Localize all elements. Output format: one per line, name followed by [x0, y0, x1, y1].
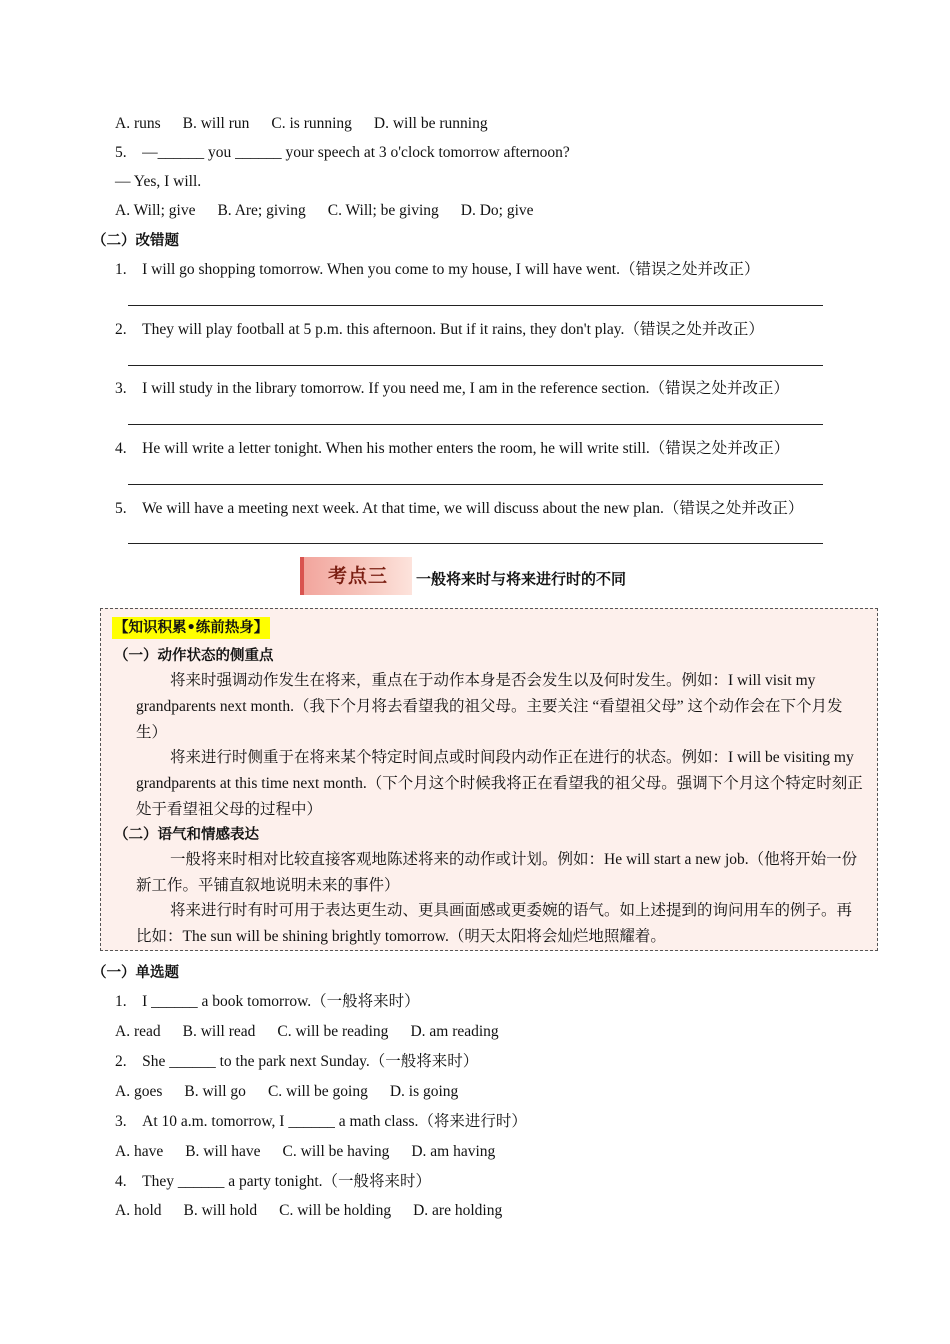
option: A. runs	[115, 115, 161, 132]
mc-question	[115, 1112, 527, 1132]
question-number: 4.	[115, 1173, 127, 1190]
question-text: She ______ to the park next Sunday.（一般将来时）	[142, 1053, 479, 1070]
q4-options	[115, 114, 510, 134]
q5-stem	[115, 143, 570, 163]
question-number: 3.	[115, 1113, 127, 1130]
mc-options	[115, 1022, 521, 1042]
question-text: We will have a meeting next week. At that time, we will discuss about the new plan.（错误之处并改正）	[142, 500, 804, 517]
answer-line[interactable]	[128, 424, 823, 425]
paragraph: 将来进行时有时可用于表达更生动、更具画面感或更委婉的语气。如上述提到的询问用车的例子。再比如：The sun will be shining brightly tomorrow.（明天太阳将会灿烂地照耀着。	[136, 902, 853, 945]
question-number: 5.	[115, 500, 127, 517]
mc-options	[115, 1201, 524, 1221]
paragraph: 一般将来时相对比较直接客观地陈述将来的动作或计划。例如：He will start a new job.（他将开始一份新工作。平铺直叙地说明未来的事件）	[136, 851, 858, 894]
subheading: （一）动作状态的侧重点	[114, 648, 274, 664]
answer-line[interactable]	[128, 365, 823, 366]
mc-question	[115, 1052, 478, 1072]
question-number: 1.	[115, 261, 127, 278]
q5-reply: — Yes, I will.	[115, 173, 202, 190]
question-number: 4.	[115, 440, 127, 457]
mc-options	[115, 1082, 480, 1102]
section-title: 一般将来时与将来进行时的不同	[416, 570, 627, 588]
question-number: 2.	[115, 1053, 127, 1070]
correction-item	[115, 379, 789, 399]
section-banner	[300, 557, 412, 595]
option: C. will be holding	[279, 1202, 392, 1219]
question-text: They will play football at 5 p.m. this afternoon. But if it rains, they don't play.（错误之处并改正）	[142, 321, 764, 338]
mc-options	[115, 1142, 517, 1162]
option: D. is going	[389, 1083, 459, 1100]
correction-item	[115, 499, 803, 519]
mc-heading: （一）单选题	[92, 965, 179, 981]
question-number: 2.	[115, 321, 127, 338]
question-text: I will go shopping tomorrow. When you come to my house, I will have went.（错误之处并改正）	[142, 261, 760, 278]
option: B. will go	[184, 1083, 246, 1100]
question-text: At 10 a.m. tomorrow, I ______ a math class.（将来进行时）	[142, 1113, 527, 1130]
answer-line[interactable]	[128, 543, 823, 544]
option: B. will run	[182, 115, 250, 132]
option: A. read	[115, 1023, 161, 1040]
option: D. are holding	[413, 1202, 503, 1219]
question-text: He will write a letter tonight. When his mother enters the room, he will write still.（错误之处并改正）	[142, 440, 790, 457]
paragraph: 将来进行时侧重于在将来某个特定时间点或时间段内动作正在进行的状态。例如：I will be visiting my grandparents at this time next month.（下个月这个时候我将正在看望我的祖父母。强调下个月这个特定时刻正处于看望祖父母的过程中）	[136, 749, 863, 818]
option: A. hold	[115, 1202, 162, 1219]
option: D. Do; give	[460, 202, 534, 219]
banner-label: 考点三	[327, 565, 388, 587]
question-number: 5.	[115, 144, 127, 161]
question-number: 1.	[115, 993, 127, 1010]
correction-item	[115, 260, 759, 280]
correction-heading: （二）改错题	[92, 233, 179, 249]
question-text: —______ you ______ your speech at 3 o'clock tomorrow afternoon?	[142, 144, 570, 161]
option: B. will have	[185, 1143, 261, 1160]
option: B. Are; giving	[217, 202, 306, 219]
question-number: 3.	[115, 380, 127, 397]
option: C. is running	[271, 115, 352, 132]
option: C. Will; be giving	[327, 202, 439, 219]
knowledge-tag: 【知识积累•练前热身】	[112, 617, 270, 639]
subheading: （二）语气和情感表达	[114, 827, 259, 843]
correction-item	[115, 439, 789, 459]
option: B. will hold	[183, 1202, 258, 1219]
option: A. Will; give	[115, 202, 196, 219]
answer-line[interactable]	[128, 305, 823, 306]
option: D. am having	[411, 1143, 496, 1160]
answer-line[interactable]	[128, 484, 823, 485]
paragraph: 将来时强调动作发生在将来，重点在于动作本身是否会发生以及何时发生。例如：I will visit my grandparents next month.（我下个月将去看望我的祖父母。主要关注 “看望祖父母” 这个动作会在下个月发生）	[136, 672, 843, 741]
option: C. will be having	[282, 1143, 390, 1160]
option: C. will be going	[267, 1083, 368, 1100]
mc-question	[115, 992, 420, 1012]
question-text: I will study in the library tomorrow. If you need me, I am in the reference section.（错误之处并改正）	[142, 380, 789, 397]
mc-question	[115, 1172, 431, 1192]
question-text: They ______ a party tonight.（一般将来时）	[142, 1173, 431, 1190]
option: A. goes	[115, 1083, 163, 1100]
option: A. have	[115, 1143, 164, 1160]
q5-options	[115, 201, 556, 221]
option: C. will be reading	[277, 1023, 389, 1040]
option: D. am reading	[410, 1023, 499, 1040]
option: B. will read	[182, 1023, 256, 1040]
option: D. will be running	[373, 115, 488, 132]
correction-item	[115, 320, 764, 340]
question-text: I ______ a book tomorrow.（一般将来时）	[142, 993, 420, 1010]
